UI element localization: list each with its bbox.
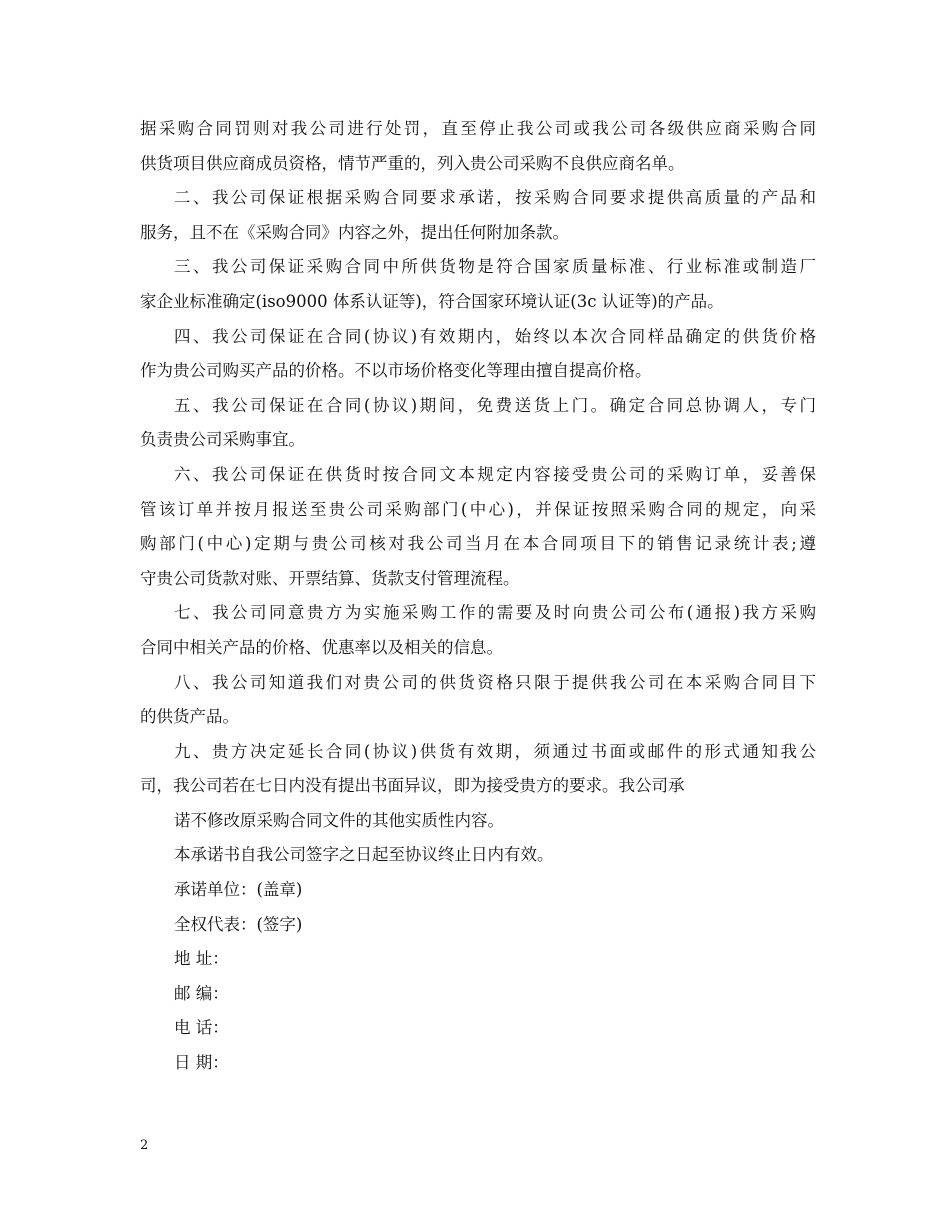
text-line: 合同中相关产品的价格、优惠率以及相关的信息。 xyxy=(140,637,503,657)
text-line: 服务，且不在《采购合同》内容之外，提出任何附加条款。 xyxy=(140,222,569,242)
signature-field-line: 电 话： xyxy=(174,1018,229,1038)
text-line: 负责贵公司采购事宜。 xyxy=(140,430,305,450)
text-line: 七、我公司同意贵方为实施采购工作的需要及时向贵公司公布(通报)我方采购 xyxy=(174,603,816,623)
text-line: 五、我公司保证在合同(协议)期间，免费送货上门。确定合同总协调人，专门 xyxy=(174,395,816,415)
paragraph-lines xyxy=(140,112,816,804)
text-line: 八、我公司知道我们对贵公司的供货资格只限于提供我公司在本采购合同目下 xyxy=(174,672,816,692)
text-line: 九、贵方决定延长合同(协议)供货有效期，须通过书面或邮件的形式通知我公 xyxy=(174,741,816,761)
text-line: 三、我公司保证采购合同中所供货物是符合国家质量标准、行业标准或制造厂 xyxy=(174,257,816,277)
text-line: 六、我公司保证在供货时按合同文本规定内容接受贵公司的采购订单，妥善保 xyxy=(174,464,816,484)
text-line: 作为贵公司购买产品的价格。不以市场价格变化等理由擅自提高价格。 xyxy=(140,361,652,381)
text-line: 守贵公司货款对账、开票结算、货款支付管理流程。 xyxy=(140,568,520,588)
signature-field-line: 邮 编： xyxy=(174,983,229,1003)
text-line: 据采购合同罚则对我公司进行处罚，直至停止我公司或我公司各级供应商采购合同 xyxy=(140,119,816,138)
closing-line: 本承诺书自我公司签字之日起至协议终止日内有效。 xyxy=(174,845,554,865)
signature-field-line: 承诺单位：(盖章) xyxy=(174,880,303,900)
text-line: 供货项目供应商成员资格，情节严重的，列入贵公司采购不良供应商名单。 xyxy=(140,153,685,173)
text-line: 二、我公司保证根据采购合同要求承诺，按采购合同要求提供高质量的产品和 xyxy=(174,188,816,208)
text-line: 四、我公司保证在合同(协议)有效期内，始终以本次合同样品确定的供货价格 xyxy=(174,326,816,346)
closing-section xyxy=(140,804,816,1081)
text-line: 家企业标准确定(iso9000 体系认证等)，符合国家环境认证(3c 认证等)的产品。 xyxy=(140,291,724,311)
text-line: 的供货产品。 xyxy=(140,707,239,727)
signature-field-line: 全权代表：(签字) xyxy=(174,914,303,934)
document-body xyxy=(140,112,816,1081)
signature-field-line: 日 期： xyxy=(174,1053,229,1073)
text-line: 购部门(中心)定期与贵公司核对我公司当月在本合同项目下的销售记录统计表;遵 xyxy=(140,534,816,554)
text-line: 司，我公司若在七日内没有提出书面异议，即为接受贵方的要求。我公司承 xyxy=(140,776,685,796)
page-number: 2 xyxy=(140,1138,149,1153)
text-line: 管该订单并按月报送至贵公司采购部门(中心)，并保证按照采购合同的规定，向采 xyxy=(140,499,816,519)
signature-field-line: 地 址： xyxy=(174,949,229,969)
closing-line: 诺不修改原采购合同文件的其他实质性内容。 xyxy=(174,810,504,830)
